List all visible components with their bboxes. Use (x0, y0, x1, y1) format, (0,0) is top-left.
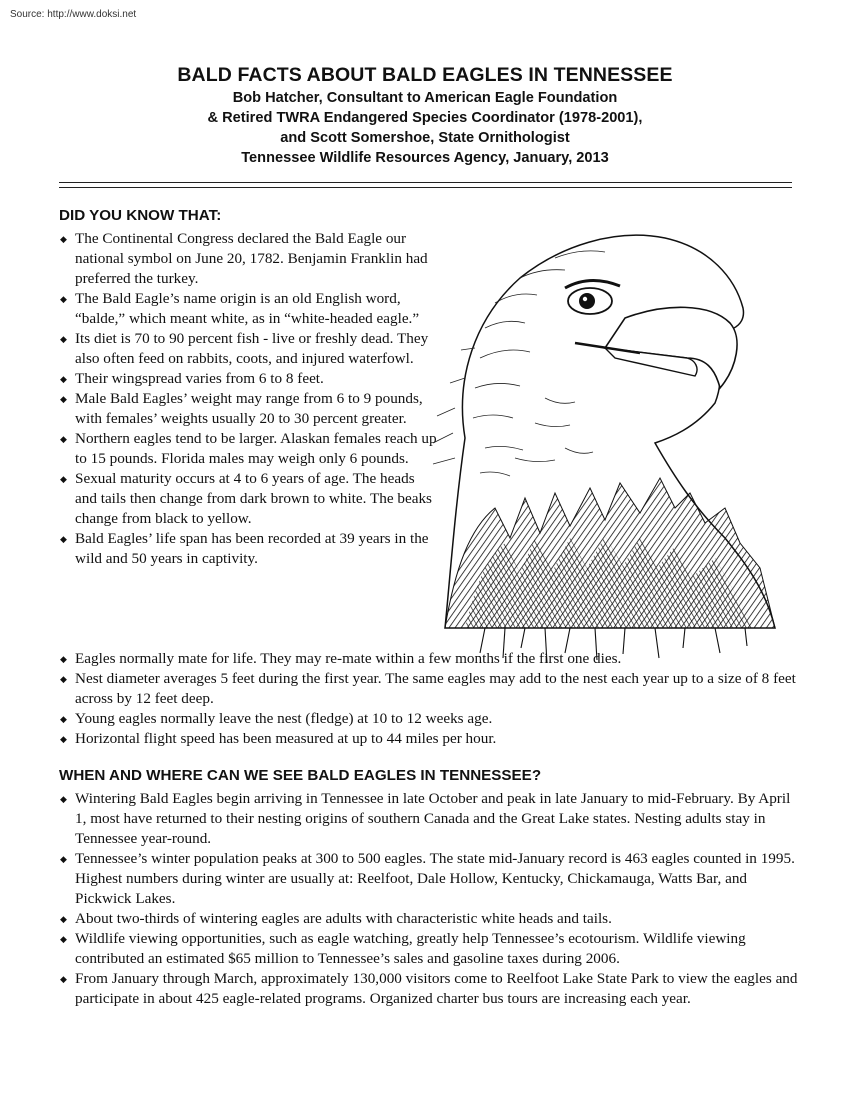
source-url: Source: http://www.doksi.net (10, 9, 137, 20)
list-item: ◆ Northern eagles tend to be larger. Alaskan females reach up to 15 pounds. Florida males may weigh only 6 pounds. (60, 430, 437, 467)
document-header (0, 62, 850, 168)
author-line-3: and Scott Somershoe, State Ornithologist (280, 130, 570, 146)
list-item: ◆ Its diet is 70 to 90 percent fish - live or freshly dead. They also often feed on rabbits, coots, and injured waterfowl. (60, 330, 429, 367)
bullet-icon: ◆ (60, 794, 67, 804)
bullet-icon: ◆ (60, 234, 67, 244)
list-item: ◆ Horizontal flight speed has been measured at up to 44 miles per hour. (60, 730, 497, 747)
did-you-know-list (59, 229, 439, 569)
bullet-icon: ◆ (60, 474, 67, 484)
list-item: ◆ The Bald Eagle’s name origin is an old English word, “balde,” which meant white, as in “white-headed eagle.” (60, 290, 420, 327)
document-title: BALD FACTS ABOUT BALD EAGLES IN TENNESSEE (177, 64, 673, 86)
bullet-icon: ◆ (60, 534, 67, 544)
bullet-icon: ◆ (60, 654, 67, 664)
when-where-list (59, 789, 799, 1009)
list-item: ◆ About two-thirds of wintering eagles are adults with characteristic white heads and tails. (60, 910, 612, 927)
agency-date-line: Tennessee Wildlife Resources Agency, January, 2013 (241, 150, 609, 166)
list-item: ◆ The Continental Congress declared the Bald Eagle our national symbol on June 20, 1782. Benjamin Franklin had preferred the turkey. (60, 230, 428, 287)
bullet-icon: ◆ (60, 394, 67, 404)
list-item: ◆ Wintering Bald Eagles begin arriving in Tennessee in late October and peak in late January to mid-February. By April 1, most have returned to their nesting origins of southern Canada and the Great Lake states. Nesting adults stay in Tennessee year-round. (60, 790, 791, 847)
bullet-icon: ◆ (60, 734, 67, 744)
bullet-icon: ◆ (60, 914, 67, 924)
section-heading-when-where: WHEN AND WHERE CAN WE SEE BALD EAGLES IN TENNESSEE? (59, 767, 542, 784)
list-item: ◆ Their wingspread varies from 6 to 8 feet. (60, 370, 324, 387)
list-item: ◆ Wildlife viewing opportunities, such as eagle watching, greatly help Tennessee’s ecotourism. Wildlife viewing contributed an estimated $65 million to Tennessee’s sales and gasoline taxes during 2006. (60, 930, 746, 967)
list-item: ◆ Male Bald Eagles’ weight may range from 6 to 9 pounds, with females’ weights usually 20 to 30 percent greater. (60, 390, 423, 427)
bullet-icon: ◆ (60, 334, 67, 344)
author-line-2: & Retired TWRA Endangered Species Coordinator (1978-2001), (207, 110, 643, 126)
bald-eagle-illustration (425, 208, 815, 668)
list-item: ◆ Eagles normally mate for life. They may re-mate within a few months if the first one dies. (60, 650, 622, 667)
list-item: ◆ Tennessee’s winter population peaks at 300 to 500 eagles. The state mid-January record is 463 eagles counted in 1995. Highest numbers during winter are usually at: Reelfoot, Dale Hollow, Kentucky, Chickamauga, Watts Bar, and Pickwick Lakes. (60, 850, 795, 907)
bullet-icon: ◆ (60, 854, 67, 864)
list-item: ◆ Bald Eagles’ life span has been recorded at 39 years in the wild and 50 years in captivity. (60, 530, 429, 567)
did-you-know-list-continued (59, 649, 799, 749)
header-rule-bottom (59, 187, 792, 188)
header-rule-top (59, 182, 792, 183)
bullet-icon: ◆ (60, 674, 67, 684)
list-item: ◆ Young eagles normally leave the nest (fledge) at 10 to 12 weeks age. (60, 710, 493, 727)
bullet-icon: ◆ (60, 934, 67, 944)
bullet-icon: ◆ (60, 434, 67, 444)
section-heading-did-you-know: DID YOU KNOW THAT: (59, 207, 222, 224)
list-item: ◆ From January through March, approximately 130,000 visitors come to Reelfoot Lake State Park to view the eagles and participate in about 425 eagle-related programs. Organized charter bus tours are increasing each year. (60, 970, 798, 1007)
bullet-icon: ◆ (60, 374, 67, 384)
list-item: ◆ Sexual maturity occurs at 4 to 6 years of age. The heads and tails then change from dark brown to white. The beaks change from black to yellow. (60, 470, 432, 527)
bullet-icon: ◆ (60, 974, 67, 984)
bullet-icon: ◆ (60, 714, 67, 724)
author-line-1: Bob Hatcher, Consultant to American Eagle Foundation (232, 90, 618, 106)
list-item: ◆ Nest diameter averages 5 feet during the first year. The same eagles may add to the nest each year up to a size of 8 feet across by 12 feet deep. (60, 670, 796, 707)
bullet-icon: ◆ (60, 294, 67, 304)
